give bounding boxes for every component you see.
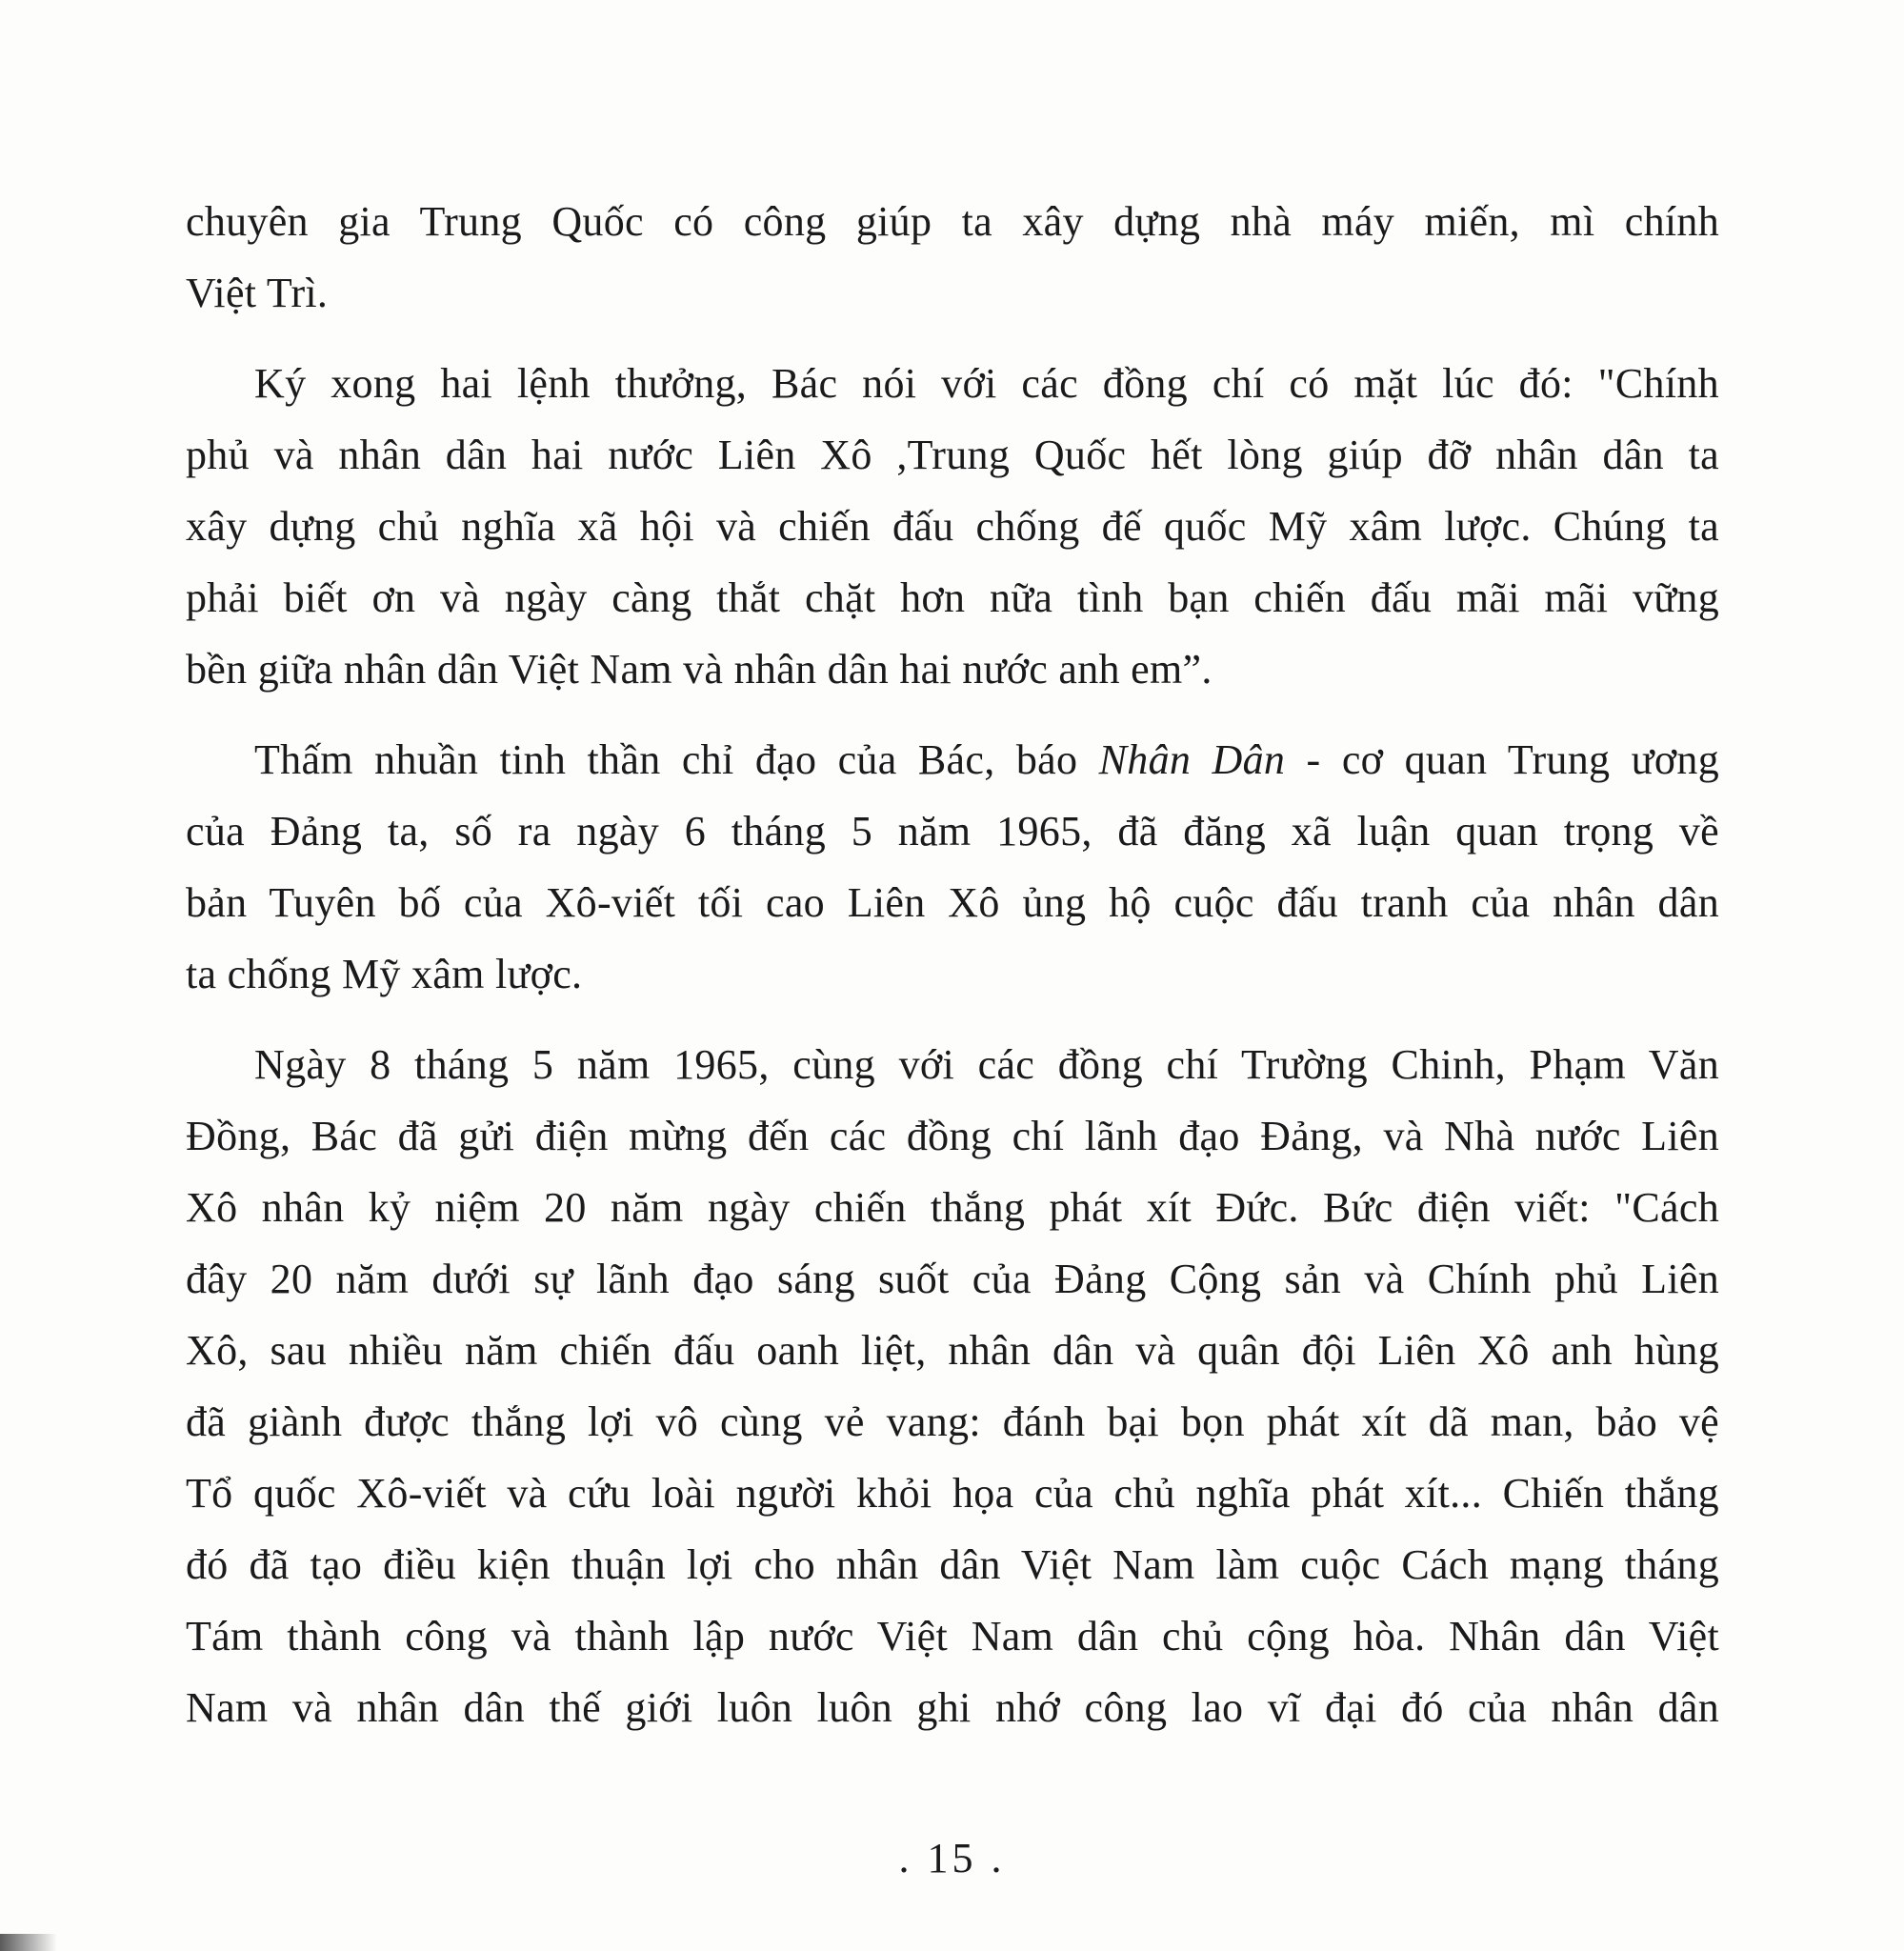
text-line: Tám thành công và thành lập nước Việt Nam dân chủ cộng hòa. Nhân dân Việt: [186, 1613, 1719, 1659]
text-line: [186, 724, 1719, 795]
text-line: Việt Trì.: [186, 270, 329, 316]
text-line: Nam và nhân dân thế giới luôn luôn ghi nhớ công lao vĩ đại đó của nhân dân: [186, 1684, 1719, 1731]
paragraph-2: [186, 348, 1719, 705]
text-line: Xô nhân kỷ niệm 20 năm ngày chiến thắng phát xít Đức. Bức điện viết: "Cách: [186, 1184, 1719, 1231]
text-line: phủ và nhân dân hai nước Liên Xô ,Trung Quốc hết lòng giúp đỡ nhân dân ta: [186, 432, 1719, 478]
text-line: bền giữa nhân dân Việt Nam và nhân dân hai nước anh em”.: [186, 646, 1213, 693]
text-line: của Đảng ta, số ra ngày 6 tháng 5 năm 1965, đã đăng xã luận quan trọng về: [186, 808, 1719, 855]
text-line: đã giành được thắng lợi vô cùng vẻ vang: đánh bại bọn phát xít dã man, bảo vệ: [186, 1398, 1719, 1445]
text-line: Đồng, Bác đã gửi điện mừng đến các đồng chí lãnh đạo Đảng, và Nhà nước Liên: [186, 1113, 1719, 1159]
text-line: chuyên gia Trung Quốc có công giúp ta xây dựng nhà máy miến, mì chính: [186, 198, 1719, 245]
text-line: Xô, sau nhiều năm chiến đấu oanh liệt, nhân dân và quân đội Liên Xô anh hùng: [186, 1327, 1719, 1374]
text-line: Ngày 8 tháng 5 năm 1965, cùng với các đồng chí Trường Chinh, Phạm Văn: [254, 1041, 1719, 1088]
newspaper-name: Nhân Dân: [1098, 736, 1286, 783]
text-line: Ký xong hai lệnh thưởng, Bác nói với các đồng chí có mặt lúc đó: "Chính: [254, 360, 1719, 407]
paragraph-1: [186, 186, 1719, 329]
text-line: ta chống Mỹ xâm lược.: [186, 951, 583, 997]
paragraph-3: [186, 724, 1719, 1010]
text-line: đó đã tạo điều kiện thuận lợi cho nhân dân Việt Nam làm cuộc Cách mạng tháng: [186, 1541, 1719, 1588]
text-run: - cơ quan Trung ương: [1285, 736, 1719, 783]
page-number: . 15 .: [898, 1835, 1006, 1881]
page-edge-shadow: [0, 1934, 57, 1951]
text-line: bản Tuyên bố của Xô-viết tối cao Liên Xô ủng hộ cuộc đấu tranh của nhân dân: [186, 879, 1719, 926]
text-line: phải biết ơn và ngày càng thắt chặt hơn nữa tình bạn chiến đấu mãi mãi vững: [186, 574, 1719, 621]
text-line: Tổ quốc Xô-viết và cứu loài người khỏi họa của chủ nghĩa phát xít... Chiến thắng: [186, 1470, 1719, 1517]
body-text: [186, 186, 1719, 1762]
text-line: đây 20 năm dưới sự lãnh đạo sáng suốt của Đảng Cộng sản và Chính phủ Liên: [186, 1256, 1719, 1302]
paragraph-4: [186, 1029, 1719, 1743]
text-line: xây dựng chủ nghĩa xã hội và chiến đấu chống đế quốc Mỹ xâm lược. Chúng ta: [186, 503, 1719, 550]
text-run: Thấm nhuần tinh thần chỉ đạo của Bác, báo: [254, 736, 1099, 783]
